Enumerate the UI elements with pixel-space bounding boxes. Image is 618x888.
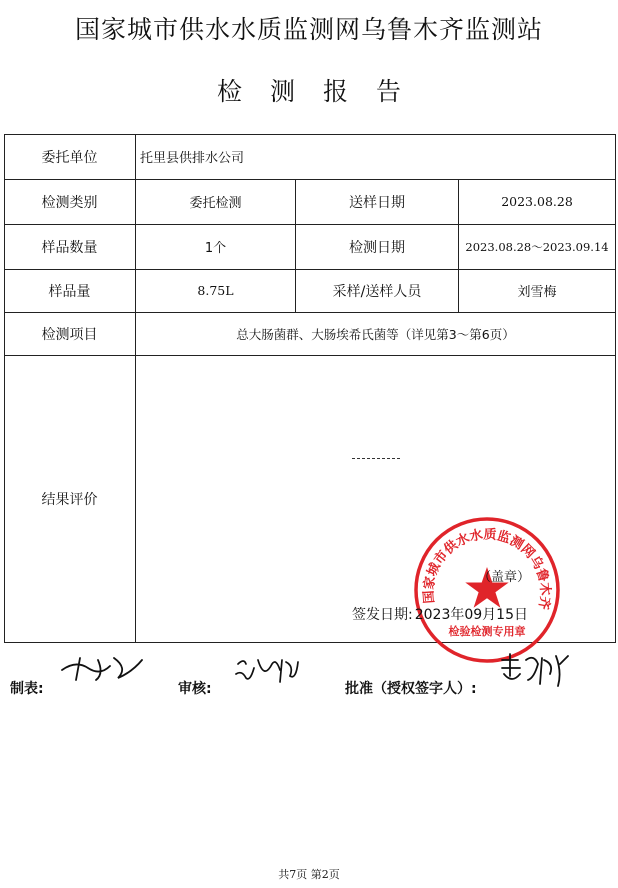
items-value: 总大肠菌群、大肠埃希氏菌等（详见第3～第6页） xyxy=(236,326,515,342)
sampler-label: 采样/送样人员 xyxy=(332,283,422,300)
result-dash xyxy=(352,458,400,460)
sample-amount-value: 8.75L xyxy=(197,283,234,298)
reviewer-signature xyxy=(232,652,302,690)
report-org-title: 国家城市供水水质监测网乌鲁木齐监测站 xyxy=(74,15,543,44)
result-label: 结果评价 xyxy=(41,491,98,508)
seal-inner-text: 检验检测专用章 xyxy=(448,625,526,638)
send-date-label: 送样日期 xyxy=(349,194,405,211)
stamp-note: （盖章） xyxy=(478,570,531,585)
sample-count-value: 1个 xyxy=(204,241,227,256)
report-title: 检测报告 xyxy=(216,77,429,106)
approved-label: 批准（授权签字人）: xyxy=(345,681,477,697)
client-value: 托里县供排水公司 xyxy=(140,151,245,166)
send-date-value: 2023.08.28 xyxy=(501,194,573,209)
reviewed-label: 审核: xyxy=(178,681,212,697)
test-type-value: 委托检测 xyxy=(189,196,242,211)
approver-signature xyxy=(498,650,572,692)
test-date-value: 2023.08.28～2023.09.14 xyxy=(465,239,609,254)
seal-ring-text: 国家城市供水水质监测网乌鲁木齐 xyxy=(421,527,553,611)
page-footer: 共7页 第2页 xyxy=(278,868,340,881)
test-type-label: 检测类别 xyxy=(41,194,98,211)
seal-graphic xyxy=(412,515,562,665)
sample-count-label: 样品数量 xyxy=(41,239,98,256)
prepared-label: 制表: xyxy=(10,681,44,697)
official-seal xyxy=(412,515,562,665)
items-label: 检测项目 xyxy=(41,326,98,343)
issue-date-line xyxy=(352,604,528,624)
client-label: 委托单位 xyxy=(41,149,98,166)
sampler-value: 刘雪梅 xyxy=(517,285,557,300)
sample-amount-label: 样品量 xyxy=(48,283,91,300)
issue-date-value: 2023年09月15日 xyxy=(414,607,528,623)
issue-date-label: 签发日期: xyxy=(352,607,413,623)
preparer-signature xyxy=(58,652,148,684)
test-date-label: 检测日期 xyxy=(349,239,405,256)
